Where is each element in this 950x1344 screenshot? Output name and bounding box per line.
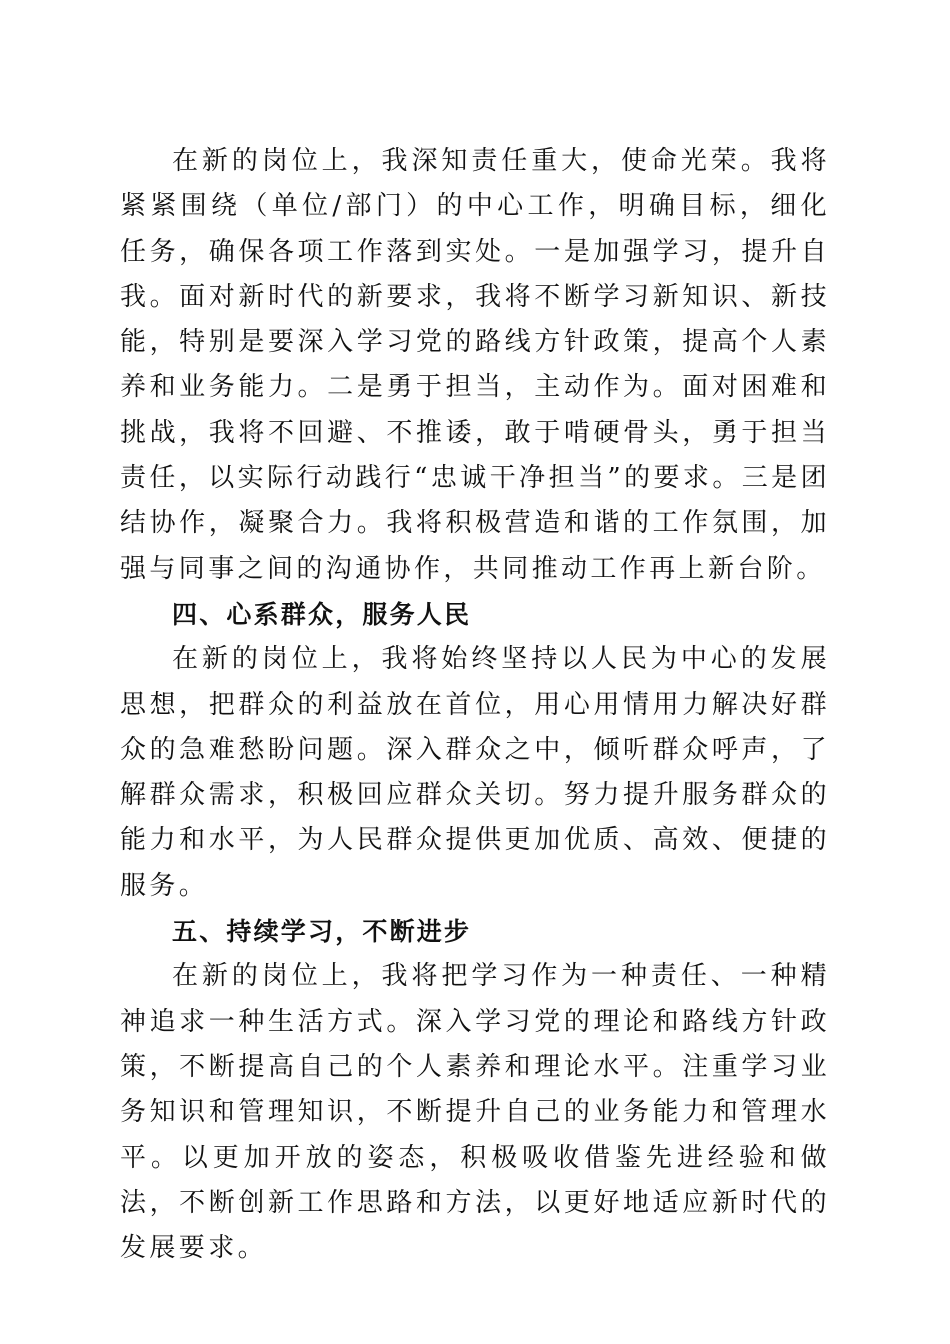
section-heading-continuous-learning: 五、持续学习，不断进步 (172, 917, 472, 947)
section-heading-serve-people: 四、心系群众，服务人民 (172, 599, 472, 629)
paragraph-serve-people: 在新的岗位上，我将始终坚持以人民为中心的发展思想，把群众的利益放在首位，用心用情用力解决好群众的急难愁盼问题。深入群众之中，倾听群众呼声，了解群众需求，积极回应群众关切。努力提升服务群众的能力和水平，为人民群众提供更加优质、高效、便捷的服务。 (120, 644, 830, 901)
document-body (120, 139, 830, 1271)
paragraph-continuous-learning: 在新的岗位上，我将把学习作为一种责任、一种精神追求一种生活方式。深入学习党的理论和路线方针政策，不断提高自己的个人素养和理论水平。注重学习业务知识和管理知识，不断提升自己的业务能力和管理水平。以更加开放的姿态，积极吸收借鉴先进经验和做法，不断创新工作思路和方法，以更好地适应新时代的发展要求。 (120, 961, 830, 1264)
paragraph-responsibility: 在新的岗位上，我深知责任重大，使命光荣。我将紧紧围绕（单位/部门）的中心工作，明确目标，细化任务，确保各项工作落到实处。一是加强学习，提升自我。面对新时代的新要求，我将不断学习新知识、新技能，特别是要深入学习党的路线方针政策，提高个人素养和业务能力。二是勇于担当，主动作为。面对困难和挑战，我将不回避、不推诿，敢于啃硬骨头，勇于担当责任，以实际行动践行“忠诚干净担当”的要求。三是团结协作，凝聚合力。我将积极营造和谐的工作氛围，加强与同事之间的沟通协作，共同推动工作再上新台阶。 (120, 146, 830, 584)
